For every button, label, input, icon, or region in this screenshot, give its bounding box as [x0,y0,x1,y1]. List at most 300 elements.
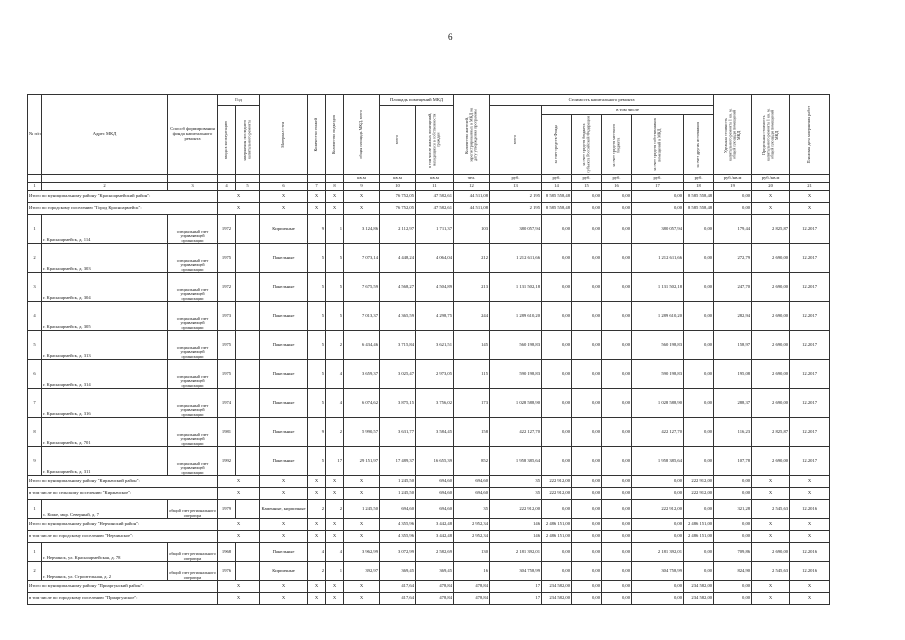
column-number-cell: 9 [344,183,380,191]
table-cell: 8 585 558,48 [542,191,572,203]
column-number-cell: 1 [28,183,42,191]
table-cell: Итого по муниципальному району "Киржачский район": [28,476,218,488]
table-cell: 3 659,37 [344,360,380,389]
table-cell: 694,60 [454,476,490,488]
table-cell: 47 582,61 [416,191,454,203]
table-cell [236,562,260,581]
table-cell: X [308,488,326,500]
table-cell: 0,00 [602,302,632,331]
table-cell: 4 568,27 [380,273,416,302]
table-cell: 29 151,97 [344,447,380,476]
table-cell: 0,00 [602,531,632,543]
table-cell: 2 [326,500,344,519]
table-cell: 0,00 [714,519,752,531]
page-number: 6 [448,32,453,42]
table-cell: 0,00 [632,581,684,593]
col-area-total-header: всего [380,106,416,175]
table-cell [236,389,260,418]
table-cell: X [344,476,380,488]
unit-cell [790,175,830,183]
table-cell: 4 [308,543,326,562]
table-cell: X [752,476,790,488]
table-row [28,447,830,476]
table-cell: 3 025,47 [380,360,416,389]
column-number-cell: 19 [714,183,752,191]
table-cell: специальный счет управляющей организации [168,360,218,389]
table-cell: 0,00 [684,244,714,273]
unit-cell [168,175,218,183]
table-cell: 4 504,89 [416,273,454,302]
table-cell: 2 690,00 [752,331,790,360]
table-cell: 247,70 [714,273,752,302]
table-cell: 1973 [218,302,236,331]
table-cell: 222 912,00 [684,476,714,488]
table-cell: г. Красноармейск, д. 311 [42,447,168,476]
table-cell: 5 [308,389,326,418]
unit-cell: руб. [542,175,572,183]
table-cell: 380 057,94 [632,215,684,244]
table-cell: 0,00 [602,500,632,519]
table-cell: 5 990,57 [344,418,380,447]
table-cell [236,360,260,389]
table-cell: 0,00 [602,418,632,447]
table-cell: 173 [454,389,490,418]
table-cell: 76 752,05 [380,191,416,203]
column-number-cell: 14 [542,183,572,191]
table-cell [236,244,260,273]
column-number-cell: 10 [380,183,416,191]
table-cell: 12.2017 [790,244,830,273]
table-cell: 0,00 [602,203,632,215]
table-cell: 1974 [218,389,236,418]
table-cell: 0,00 [602,360,632,389]
table-cell: X [218,203,260,215]
column-number-cell: 15 [572,183,602,191]
table-cell: Панельные [260,418,308,447]
table-cell: 0,00 [602,191,632,203]
table-cell: 0,00 [572,519,602,531]
table-cell [236,302,260,331]
table-cell: 1968 [218,543,236,562]
table-cell: 694,60 [416,476,454,488]
table-cell: г. Нерчинск, ул. Строительная, д. 2 [42,562,168,581]
table-cell: 4 448,24 [380,244,416,273]
table-cell: 179,44 [714,215,752,244]
table-cell: 3 442,48 [416,531,454,543]
table-cell: 9 [28,447,42,476]
table-cell: 146 [490,519,542,531]
table-cell: 12.2016 [790,562,830,581]
subtotal-row [28,488,830,500]
table-cell: 369,45 [380,562,416,581]
table-cell: 2 195 [490,191,542,203]
unit-cell: кв.м [344,175,380,183]
table-cell: 0,00 [572,389,602,418]
table-cell: X [218,531,260,543]
col-max-cost-header: Предельная стоимость капитального ремонта 1 кв. м. общей площади помещений МКД [752,95,790,175]
table-cell: 422 127,70 [632,418,684,447]
table-cell: 2 952,34 [454,531,490,543]
table-cell: 12.2016 [790,543,830,562]
table-row [28,244,830,273]
table-cell: 369,45 [416,562,454,581]
table-cell: X [308,531,326,543]
table-cell: 1 [28,500,42,519]
table-cell: 0,00 [542,562,572,581]
table-cell: Итого по муниципальному району "Красноармейский район": [28,191,218,203]
table-cell: 0,00 [602,488,632,500]
table-cell: X [308,191,326,203]
col-method-header: Способ формирования фонда капитального ремонта [168,95,218,175]
table-cell: 16 [454,562,490,581]
table-cell: 1 [326,215,344,244]
col-cost-owners-header: за счет средств собственников помещений в МКД [632,115,684,175]
column-number-cell: 2 [42,183,168,191]
table-cell: 8 585 558,48 [542,203,572,215]
col-unit-cost-header: Удельная стоимость капитального ремонта 1 кв. м. общей площади помещений МКД [714,95,752,175]
table-cell: 0,00 [714,191,752,203]
table-cell: 3 621,51 [416,331,454,360]
unit-cell [42,175,168,183]
table-cell: 5 [308,447,326,476]
table-cell: 107,78 [714,447,752,476]
table-cell: Кирпичные [260,215,308,244]
table-cell: 694,60 [380,500,416,519]
table-cell: 0,00 [542,244,572,273]
table-cell [236,331,260,360]
table-cell: X [260,531,308,543]
table-cell: г. Красноармейск, д. 313 [42,331,168,360]
table-cell: 3 124,86 [344,215,380,244]
table-cell: 0,00 [714,488,752,500]
table-cell: 12.2016 [790,500,830,519]
table-cell: 5 [308,331,326,360]
table-cell: 0,00 [684,389,714,418]
table-cell: г. Нерчинск, ул. Красноармейская, д. 78 [42,543,168,562]
table-cell: 478,84 [416,581,454,593]
table-cell: 222 912,00 [632,500,684,519]
table-cell: X [218,191,260,203]
table-cell: 1 289 610,20 [490,302,542,331]
table-cell: 0,00 [684,302,714,331]
table-cell: X [260,593,308,605]
table-cell: X [790,531,830,543]
table-cell: 478,84 [454,581,490,593]
col-year-repair-header: завершения последнего капитального ремонта [236,106,260,175]
table-cell: 4 [28,302,42,331]
table-cell: X [218,488,260,500]
table-cell: 35 [490,488,542,500]
column-number-cell: 6 [260,183,308,191]
table-cell: 12.2017 [790,389,830,418]
col-total-area-header: общая площадь МКД, всего [344,95,380,175]
column-number-cell: 3 [168,183,218,191]
table-cell: Итого по городскому поселению "Город Красноармейск": [28,203,218,215]
table-cell: 5 [326,273,344,302]
table-cell: Панельные [260,360,308,389]
col-plan-date-header: Плановая дата завершения работ [790,95,830,175]
table-cell: 0,00 [542,389,572,418]
table-cell: 2 545,63 [752,562,790,581]
table-cell: X [344,593,380,605]
table-cell: X [260,488,308,500]
column-number-cell: 5 [236,183,260,191]
table-cell: 1 212 611,66 [632,244,684,273]
table-cell: 0,00 [602,389,632,418]
table-cell: 0,00 [684,543,714,562]
unit-cell [308,175,326,183]
table-cell: 2 [28,562,42,581]
table-cell: 0,00 [684,500,714,519]
table-cell: 1 245,50 [380,488,416,500]
table-cell: 0,00 [632,488,684,500]
table-cell: 417,64 [380,593,416,605]
unit-cell: чел. [454,175,490,183]
table-cell: X [790,488,830,500]
table-cell: 0,00 [572,273,602,302]
table-cell: 0,00 [684,215,714,244]
table-cell: 4 064,04 [416,244,454,273]
table-cell: 1 [326,562,344,581]
table-cell: 2 112,97 [380,215,416,244]
table-cell: 1 958 385,64 [632,447,684,476]
table-cell: 380 057,94 [490,215,542,244]
table-cell: 234 582,00 [542,581,572,593]
table-cell: 17 [326,447,344,476]
table-cell: 234 582,00 [684,593,714,605]
col-year-group-header: Год [218,95,260,106]
table-cell: X [260,203,308,215]
table-cell: г. Красноармейск, д. 114 [42,215,168,244]
table-cell: 0,00 [572,302,602,331]
table-cell: X [326,476,344,488]
table-cell: 0,00 [684,447,714,476]
table-cell: 0,00 [572,562,602,581]
table-cell: 4 365,59 [380,302,416,331]
table-cell: 130 [454,543,490,562]
table-cell: 0,00 [602,519,632,531]
table-cell: 35 [490,476,542,488]
table-cell: 478,84 [416,593,454,605]
table-cell: 3 631,77 [380,418,416,447]
table-cell: 0,00 [602,331,632,360]
table-cell: X [752,531,790,543]
table-cell: 3 442,48 [416,519,454,531]
table-cell: 44 511,08 [454,203,490,215]
table-cell: 1 245,50 [380,476,416,488]
table-cell: 304 758,99 [632,562,684,581]
table-cell: 12.2017 [790,418,830,447]
table-cell [236,215,260,244]
unit-cell: кв.м [416,175,454,183]
table-cell: 158,97 [714,331,752,360]
table-cell: специальный счет управляющей организации [168,447,218,476]
table-cell: 2 [326,418,344,447]
column-number-cell: 16 [602,183,632,191]
table-cell: 0,00 [632,476,684,488]
unit-cell: руб. [632,175,684,183]
table-cell: 1992 [218,447,236,476]
table-cell: 244 [454,302,490,331]
table-cell: 145 [454,331,490,360]
col-cost-local-header: за счет средств местного бюджета [602,115,632,175]
table-cell: 17 [490,593,542,605]
table-cell: 212 [454,244,490,273]
table-cell: 2 486 151,00 [684,531,714,543]
unit-cell [236,175,260,183]
table-cell: 7 675,59 [344,273,380,302]
table-cell: 0,00 [602,244,632,273]
column-number-cell: 18 [684,183,714,191]
table-cell: 1 131 502,18 [490,273,542,302]
table-cell: X [344,531,380,543]
table-cell: 3 072,99 [380,543,416,562]
table-cell: 3 875,15 [380,389,416,418]
table-cell: 1972 [218,215,236,244]
units-row [28,175,830,183]
table-cell: X [326,191,344,203]
table-cell: 9 [308,215,326,244]
repair-program-table [27,94,830,605]
table-cell: 2 486 151,00 [542,531,572,543]
table-cell: 0,00 [572,476,602,488]
table-cell: X [344,488,380,500]
table-cell: 6 [28,360,42,389]
table-cell: 0,00 [572,531,602,543]
table-cell: Панельные [260,273,308,302]
table-cell: 3 756,02 [416,389,454,418]
table-cell: 116,23 [714,418,752,447]
table-cell: 12.2017 [790,273,830,302]
table-cell: 0,00 [572,488,602,500]
table-cell: Итого по муниципальному району "Приаргунский район": [28,581,218,593]
table-cell: 0,00 [602,562,632,581]
table-cell: X [752,191,790,203]
table-cell: 2 690,00 [752,447,790,476]
table-cell: г. Красноармейск, д. 701 [42,418,168,447]
table-cell: X [326,203,344,215]
table-cell: 0,00 [632,203,684,215]
table-cell: X [308,519,326,531]
table-cell: 0,00 [602,273,632,302]
table-cell: общий счет регионального оператора [168,562,218,581]
table-cell: 0,00 [684,331,714,360]
table-cell: 478,84 [454,593,490,605]
table-cell: 7 [28,389,42,418]
table-cell: 0,00 [684,360,714,389]
table-cell: 2 690,00 [752,244,790,273]
table-cell: 422 127,70 [490,418,542,447]
col-cost-fund-header: за счет средств Фонда [542,115,572,175]
table-cell: 0,00 [572,581,602,593]
col-year-commission-header: ввода в эксплуатацию [218,106,236,175]
table-cell: 0,00 [684,562,714,581]
unit-cell: кв.м [380,175,416,183]
table-cell: в том числе по городскому поселению "Приаргунское": [28,593,218,605]
table-cell: 2 [308,500,326,519]
table-cell: 2 825,87 [752,418,790,447]
table-cell: 0,00 [542,447,572,476]
table-cell: 2 582,69 [416,543,454,562]
table-cell: 2 [326,331,344,360]
table-row [28,360,830,389]
table-cell: X [752,519,790,531]
table-cell: X [344,519,380,531]
col-residents-header: Количество жителей, зарегистрированных в МКД на дату утверждения программы [454,95,490,175]
table-cell: 824,90 [714,562,752,581]
table-cell: 417,64 [380,581,416,593]
table-cell: X [790,519,830,531]
table-cell [236,500,260,519]
table-cell: Панельные [260,447,308,476]
unit-cell [260,175,308,183]
table-cell: 694,60 [454,488,490,500]
column-number-cell: 13 [490,183,542,191]
table-cell: 0,00 [602,593,632,605]
table-cell: 0,00 [714,476,752,488]
col-floors-header: Количество этажей [308,95,326,175]
table-cell: X [790,191,830,203]
col-area-group-header: Площадь помещений МКД [380,95,454,106]
subtotal-row [28,203,830,215]
table-cell: 146 [490,531,542,543]
table-cell: 0,00 [542,360,572,389]
table-cell: 115 [454,360,490,389]
table-row [28,302,830,331]
table-row [28,562,830,581]
table-row [28,418,830,447]
table-cell: Панельные [260,331,308,360]
table-cell: 0,00 [632,191,684,203]
table-cell: X [326,488,344,500]
table-cell: 2 [28,244,42,273]
unit-cell: руб./кв.м [714,175,752,183]
table-cell: 0,00 [602,447,632,476]
table-cell: 0,00 [602,581,632,593]
column-number-cell: 12 [454,183,490,191]
table-cell: 0,00 [714,581,752,593]
table-cell: 12.2017 [790,302,830,331]
table-cell: 12.2017 [790,331,830,360]
table-cell: 8 585 558,48 [684,191,714,203]
table-cell: 2 973,05 [416,360,454,389]
table-cell: 2 486 151,00 [684,519,714,531]
table-cell: 321,28 [714,500,752,519]
col-wall-header: Материал стен [260,95,308,175]
table-cell: 694,60 [416,500,454,519]
table-cell: X [326,581,344,593]
table-cell: 7 013,37 [344,302,380,331]
table-cell: г. Красноармейск, д. 305 [42,302,168,331]
table-cell: 392,97 [344,562,380,581]
column-number-cell: 8 [326,183,344,191]
table-row [28,331,830,360]
table-cell: специальный счет управляющей организации [168,273,218,302]
col-area-residential-header: в том числе жилых помещений, находящихся в собственности граждан [416,106,454,175]
table-cell: 4 [326,360,344,389]
table-cell: X [308,476,326,488]
table-cell: 3 584,45 [416,418,454,447]
table-cell: 234 582,00 [542,593,572,605]
table-cell: 5 [326,302,344,331]
table-cell: 288,37 [714,389,752,418]
table-cell: 2 690,00 [752,302,790,331]
table-cell: 1 028 588,90 [632,389,684,418]
table-cell: X [752,488,790,500]
table-cell: 1 [28,543,42,562]
table-cell: 1975 [218,244,236,273]
table-cell: 3 [28,273,42,302]
